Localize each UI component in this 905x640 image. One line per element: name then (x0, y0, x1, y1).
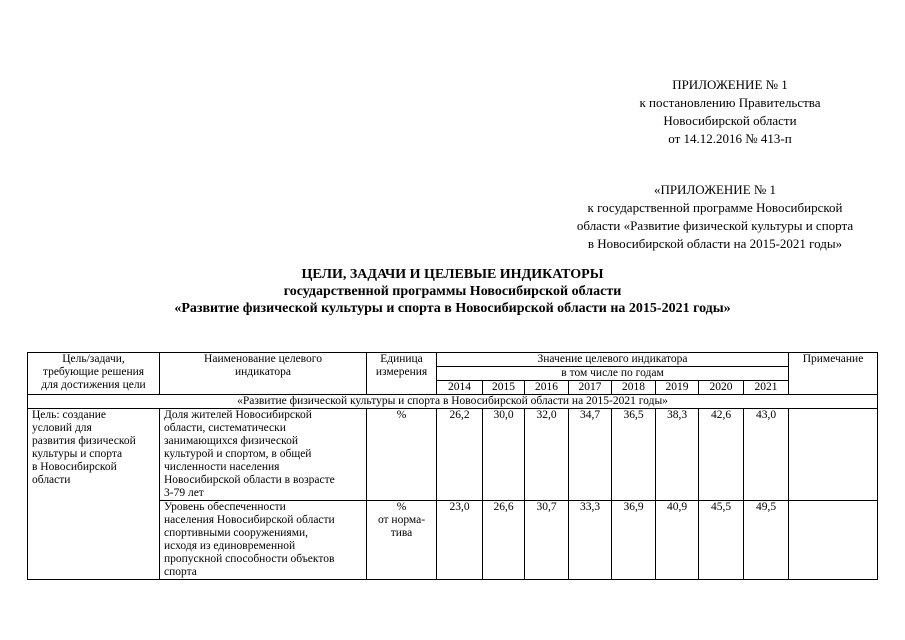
header-value: Значение целевого индикатора (437, 353, 789, 367)
section-row (28, 395, 878, 409)
value-cell: 30,0 (483, 409, 525, 501)
value-cell: 26,2 (437, 409, 483, 501)
value-cell: 32,0 (525, 409, 569, 501)
header-indicator: Наименование целевого индикатора (160, 353, 367, 395)
header-goal: Цель/задачи, требующие решения для достижения цели (28, 353, 160, 395)
indicator-cell: Доля жителей Новосибирской области, систематически занимающихся физической культурой и спортом, в общей численности населения Новосибирской области в возрасте 3-79 лет (160, 409, 367, 501)
year-header: 2014 (437, 381, 483, 395)
appendix-line: области «Развитие физической культуры и спорта (576, 218, 854, 233)
appendix-line: к государственной программе Новосибирской (587, 200, 843, 215)
appendix-resolution (600, 76, 860, 148)
year-header: 2021 (744, 381, 789, 395)
unit-cell: % от норма- тива (367, 501, 437, 580)
value-cell: 38,3 (656, 409, 699, 501)
table-row (28, 409, 878, 501)
value-cell: 43,0 (744, 409, 789, 501)
year-header: 2016 (525, 381, 569, 395)
section-title: «Развитие физической культуры и спорта в Новосибирской области на 2015-2021 годы» (28, 395, 878, 409)
appendix-line: от 14.12.2016 № 413-п (668, 131, 792, 146)
value-cell: 45,5 (699, 501, 744, 580)
header-by-years: в том числе по годам (437, 367, 789, 381)
value-cell: 33,3 (569, 501, 612, 580)
appendix-line: в Новосибирской области на 2015-2021 годы» (587, 236, 843, 251)
value-cell: 42,6 (699, 409, 744, 501)
appendix-line: ПРИЛОЖЕНИЕ № 1 (672, 77, 788, 92)
goal-cell: Цель: создание условий для развития физической культуры и спорта в Новосибирской области (28, 409, 160, 580)
title-line-2: государственной программы Новосибирской области (283, 284, 622, 299)
document-title (60, 266, 845, 317)
value-cell: 26,6 (483, 501, 525, 580)
title-line-1: ЦЕЛИ, ЗАДАЧИ И ЦЕЛЕВЫЕ ИНДИКАТОРЫ (301, 267, 604, 282)
value-cell: 34,7 (569, 409, 612, 501)
appendix-program (530, 181, 900, 253)
year-header: 2015 (483, 381, 525, 395)
year-header: 2019 (656, 381, 699, 395)
year-header: 2017 (569, 381, 612, 395)
value-cell: 30,7 (525, 501, 569, 580)
year-header: 2018 (612, 381, 656, 395)
header-unit: Единица измерения (367, 353, 437, 395)
note-cell (789, 409, 878, 501)
header-row-1 (28, 353, 878, 367)
value-cell: 36,9 (612, 501, 656, 580)
value-cell: 40,9 (656, 501, 699, 580)
indicator-cell: Уровень обеспеченности населения Новосибирской области спортивными сооружениями, исходя из единовременной пропускной способности объектов спорта (160, 501, 367, 580)
unit-cell: % (367, 409, 437, 501)
note-cell (789, 501, 878, 580)
appendix-line: к постановлению Правительства (639, 95, 821, 110)
value-cell: 23,0 (437, 501, 483, 580)
title-line-3: «Развитие физической культуры и спорта в Новосибирской области на 2015-2021 годы» (174, 301, 731, 316)
appendix-line: «ПРИЛОЖЕНИЕ № 1 (653, 182, 777, 197)
indicators-table (27, 352, 878, 580)
header-note: Примечание (789, 353, 878, 395)
year-header: 2020 (699, 381, 744, 395)
value-cell: 36,5 (612, 409, 656, 501)
appendix-line: Новосибирской области (663, 113, 797, 128)
value-cell: 49,5 (744, 501, 789, 580)
